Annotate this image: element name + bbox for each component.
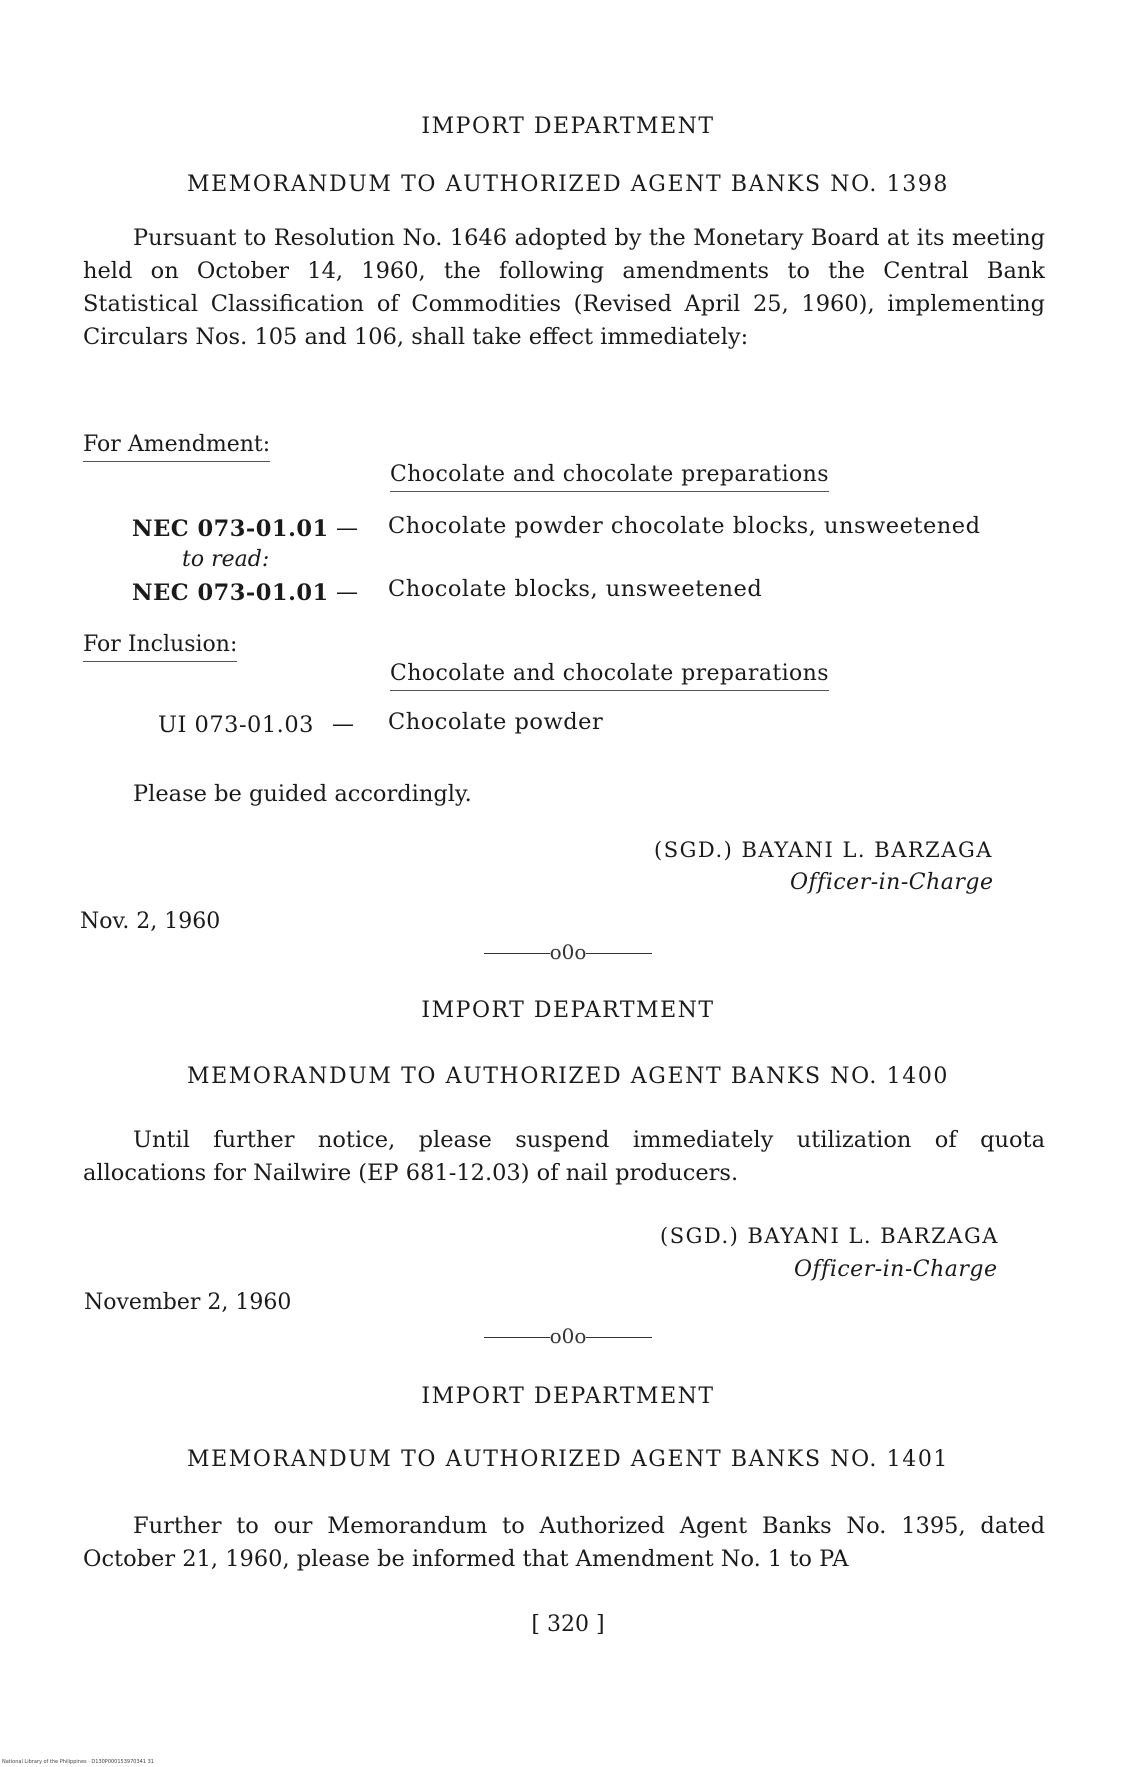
inclusion-description: Chocolate powder [388, 709, 604, 735]
inclusion-category-heading: Chocolate and chocolate preparations [390, 661, 829, 691]
amendment-from-code: NEC 073-01.01 [132, 516, 329, 542]
department-heading: IMPORT DEPARTMENT [421, 1384, 715, 1409]
closing-line [83, 778, 1045, 811]
amendment-from-description: Chocolate powder chocolate blocks, unsweetened [388, 513, 981, 539]
amendment-to-code: NEC 073-01.01 [132, 580, 329, 606]
amendment-category-heading: Chocolate and chocolate preparations [390, 462, 829, 492]
inclusion-code: UI 073-01.03 [158, 712, 314, 738]
separator-text: o0o [549, 940, 587, 964]
dash-separator: — [336, 516, 358, 541]
signature-name: (SGD.) BAYANI L. BARZAGA [660, 1224, 999, 1248]
amendment-label: For Amendment: [83, 432, 270, 462]
section-separator [0, 940, 1136, 964]
memo-body [83, 1510, 1045, 1576]
amendment-to-description: Chocolate blocks, unsweetened [388, 576, 763, 602]
closing-text: Please be guided accordingly. [133, 781, 472, 807]
department-heading: IMPORT DEPARTMENT [421, 998, 715, 1023]
memo-body [83, 1124, 1045, 1190]
section-separator [0, 1324, 1136, 1348]
memo-title: MEMORANDUM TO AUTHORIZED AGENT BANKS NO. 1401 [186, 1447, 950, 1472]
signature-title: Officer-in-Charge [794, 1257, 998, 1282]
to-read-label: to read: [182, 547, 270, 572]
signature-name: (SGD.) BAYANI L. BARZAGA [654, 838, 993, 862]
memo-date: November 2, 1960 [84, 1290, 292, 1315]
memo-title: MEMORANDUM TO AUTHORIZED AGENT BANKS NO. 1398 [186, 172, 950, 197]
page-number: [ 320 ] [531, 1612, 605, 1637]
inclusion-label: For Inclusion: [83, 632, 237, 662]
memo-body-text: Further to our Memorandum to Authorized Agent Banks No. 1395, dated October 21, 1960, please be informed that Amendment No. 1 to PA [83, 1513, 1045, 1572]
signature-title: Officer-in-Charge [790, 870, 994, 895]
memo-title: MEMORANDUM TO AUTHORIZED AGENT BANKS NO. 1400 [186, 1064, 950, 1089]
dash-separator: — [332, 712, 354, 737]
separator-text: o0o [549, 1324, 587, 1348]
department-heading: IMPORT DEPARTMENT [421, 114, 715, 139]
memo-body [83, 222, 1045, 354]
dash-separator: — [336, 580, 358, 605]
library-footer: National Library of the Philippines · D130P000153970341 31 [2, 1759, 154, 1765]
memo-body-text: Pursuant to Resolution No. 1646 adopted by the Monetary Board at its meeting held on October 14, 1960, the following amendments to the Central Bank Statistical Classification of Commodities (Revised April 25, 1960), implementing Circulars Nos. 105 and 106, shall take effect immediately: [83, 225, 1045, 350]
memo-body-text: Until further notice, please suspend immediately utilization of quota allocations for Nailwire (EP 681-12.03) of nail producers. [83, 1127, 1045, 1186]
memo-date: Nov. 2, 1960 [80, 909, 221, 934]
